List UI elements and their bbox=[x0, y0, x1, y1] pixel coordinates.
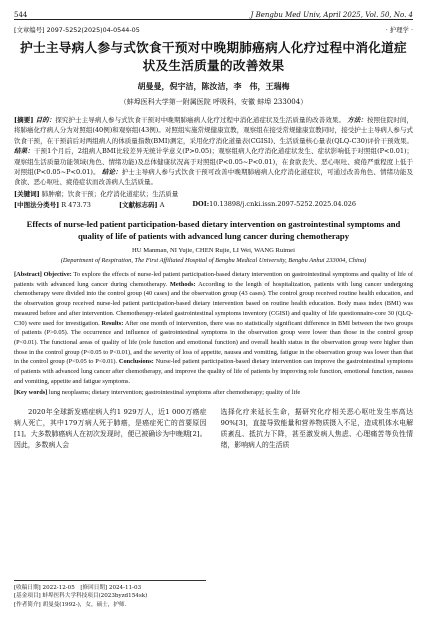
running-header bbox=[14, 0, 413, 20]
method-cn-label: 方法： bbox=[347, 116, 367, 124]
result-cn: 干预1个月后，2组病人BMI比较差异无统计学意义(P>0.05)；观察组病人化疗消化道症状发生、症状影响低于对照组(P<0.01)；观察组生活质量功能领域(角色、情绪功能)及总体健康状况高于对照组(P<0.05~P<0.01)，在食欲丧失、恶心呕吐、疲倦严重程度上低于对照组(P<0.05~P<0.01)。 bbox=[14, 147, 414, 177]
body-text bbox=[14, 407, 413, 463]
doi-label: DOI: bbox=[192, 199, 210, 208]
authors-chinese: 胡曼曼，倪宇洁，陈汝洁，李 伟，王瑞梅 bbox=[137, 81, 290, 91]
classification-line bbox=[14, 200, 413, 209]
method-en: According to the length of hospitalization, patients with lung cancer undergoing chemotherapy were divided into the control group (40 cases) and the observation group (43 cases). The control group received routine health education, and the observation group received nurse-led patient participation-based dietary intervention based on routine health education. Body mass index (BMI) was measured before and after intervention. Chemotherapy-related gastrointestinal symptoms inventory (CGISI) and quality of life questionnaire-core 30 (QLQ-C30) were used for investigation. bbox=[14, 280, 413, 327]
keywords-cn-text: 肺肿瘤；饮食干预；化疗消化道症状；生活质量 bbox=[41, 189, 179, 198]
clc-value: R 473.73 bbox=[61, 200, 91, 209]
result-cn-label: 结果： bbox=[14, 147, 34, 156]
body-column-left bbox=[14, 407, 207, 463]
conclusion-cn: 护士主导病人参与式饮食干预可改善中晚期肺癌病人化疗消化道症状，可通过改善角色、情绪功能及食欲、恶心呕吐、疲倦症状而改善病人生活质量。 bbox=[14, 168, 414, 187]
objective-en: To explore the effects of nurse-led patient participation-based dietary intervention on gastrointestinal symptoms and quality of life of patients with advanced lung cancer during chemotherapy. bbox=[14, 271, 413, 288]
journal-citation: J Bengbu Med Univ, April 2025, Vol. 50, No. 4 bbox=[250, 11, 413, 19]
body-paragraph-left: 2020年全球新发癌症病人约1 929万人，近1 000万癌症病人死亡，其中179万病人死于肺癌，是癌症死亡的首要原因[1]。大多数肺癌病人在初次发现时，便已被确诊为中晚期[2]。因此，多数病人会 bbox=[14, 408, 207, 450]
abstract-cn-label: [摘要] bbox=[14, 116, 34, 124]
section-label: · 护理学 · bbox=[385, 26, 413, 34]
article-meta bbox=[14, 25, 413, 34]
objective-cn: 探究护士主导病人参与式饮食干预对中晚期肺癌病人化疗过程中消化道症状及生活质量的改善效果。 bbox=[55, 116, 346, 124]
article-number: [文章编号] 2097-5252(2025)04-0544-05 bbox=[14, 26, 140, 34]
abstract-en-label: [Abstract] bbox=[14, 271, 42, 279]
doi-value: 10.13898/j.cnki.issn.2097-5252.2025.04.026 bbox=[209, 199, 357, 208]
method-en-label: Methods: bbox=[169, 280, 196, 288]
affiliation-chinese: （蚌埠医科大学第一附属医院 呼吸科，安徽 蚌埠 233004） bbox=[119, 98, 308, 106]
method-cn: 按照住院时间，将肺癌化疗病人分为对照组(40例)和观察组(43例)。对照组实施常规健康宣教，观察组在接受常规健康宣教同时，接受护士主导病人参与式饮食干预，在干预前后对两组病人的体质量指数(BMI)测定，采用化疗消化道量表(CGISI)、生活质量核心量表(QLQ-C30)评价干预效果。 bbox=[14, 116, 414, 145]
body-column-right bbox=[221, 407, 414, 463]
page-number: 544 bbox=[14, 11, 28, 19]
title-english: Effects of nurse-led patient participation-based dietary intervention on gastrointestinal symptoms and quality of life of patients with advanced lung cancer during chemotherapy bbox=[26, 218, 401, 242]
affiliation-english: (Department of Respiration, The First Affiliated Hospital of Bengbu Medical University, Bengbu Anhui 233004, China) bbox=[60, 257, 367, 265]
body-paragraph-right: 选择化疗来延长生命，据研究化疗相关恶心呕吐发生率高达90%[3]，直接导致能量和营养物质摄入不足，造成机体水电解质紊乱、抵抗力下降，甚至激发病人焦虑、心理痛苦等负性情绪，影响病人的生活质 bbox=[220, 408, 413, 450]
keywords-chinese bbox=[14, 189, 413, 199]
footnote-author: [作者简介] 胡曼曼(1992-)，女，硕士，护师. bbox=[14, 601, 127, 608]
abstract-chinese bbox=[14, 115, 413, 188]
keywords-cn-label: [关键词] bbox=[14, 189, 40, 198]
conclusion-en-label: Conclusions: bbox=[118, 358, 154, 366]
title-chinese: 护士主导病人参与式饮食干预对中晚期肺癌病人化疗过程中消化道症状及生活质量的改善效果 bbox=[20, 40, 407, 73]
keywords-en-text: lung neoplasms; dietary intervention; gastrointestinal symptoms after chemotherapy; quality of life bbox=[48, 389, 301, 397]
abstract-english bbox=[14, 270, 413, 386]
keywords-en-label: [Key words] bbox=[14, 389, 48, 397]
conclusion-en: Nurse-led patient participation-based dietary intervention can improve the gastrointestinal symptoms of patients with advanced lung cancer after chemotherapy, and improve the quality of life of patients by improving role function, emotional function, nausea and vomiting, appetite and fatigue symptoms. bbox=[14, 358, 414, 385]
objective-en-label: Objective: bbox=[43, 271, 72, 279]
doc-code-label: [文献标志码] bbox=[118, 200, 158, 209]
doc-code-value: A bbox=[159, 200, 165, 209]
result-en: After one month of intervention, there was no statistically significant difference in BMI between the two groups of patients (P>0.05). The occurrence and influence of gastrointestinal symptoms in the observation group were lower than those in the control group (P<0.01). The functional areas of quality of life (role function and emotional function) and overall health status in the observation group were higher than those in the control group (P<0.05 to P<0.01), and the severity of loss of appetite, nausea and vomiting, fatigue in the observation group was lower than that in the control group (P<0.05 to P<0.01). bbox=[14, 319, 413, 366]
clc-label: [中图法分类号] bbox=[14, 200, 60, 209]
footnote-fund: [基金项目] 蚌埠医科大学科技项目(2023byzd154sk) bbox=[14, 593, 148, 600]
objective-cn-label: 目的： bbox=[35, 116, 56, 124]
keywords-english bbox=[14, 388, 413, 398]
result-en-label: Results: bbox=[101, 319, 124, 327]
footnote-received: [收稿日期] 2022-12-05 [修回日期] 2024-11-03 bbox=[14, 584, 142, 591]
footnote bbox=[14, 580, 206, 609]
authors-english: HU Manman, NI Yujie, CHEN Rujie, LI Wei, WANG Ruimei bbox=[132, 247, 295, 255]
conclusion-cn-label: 结论： bbox=[101, 168, 122, 177]
